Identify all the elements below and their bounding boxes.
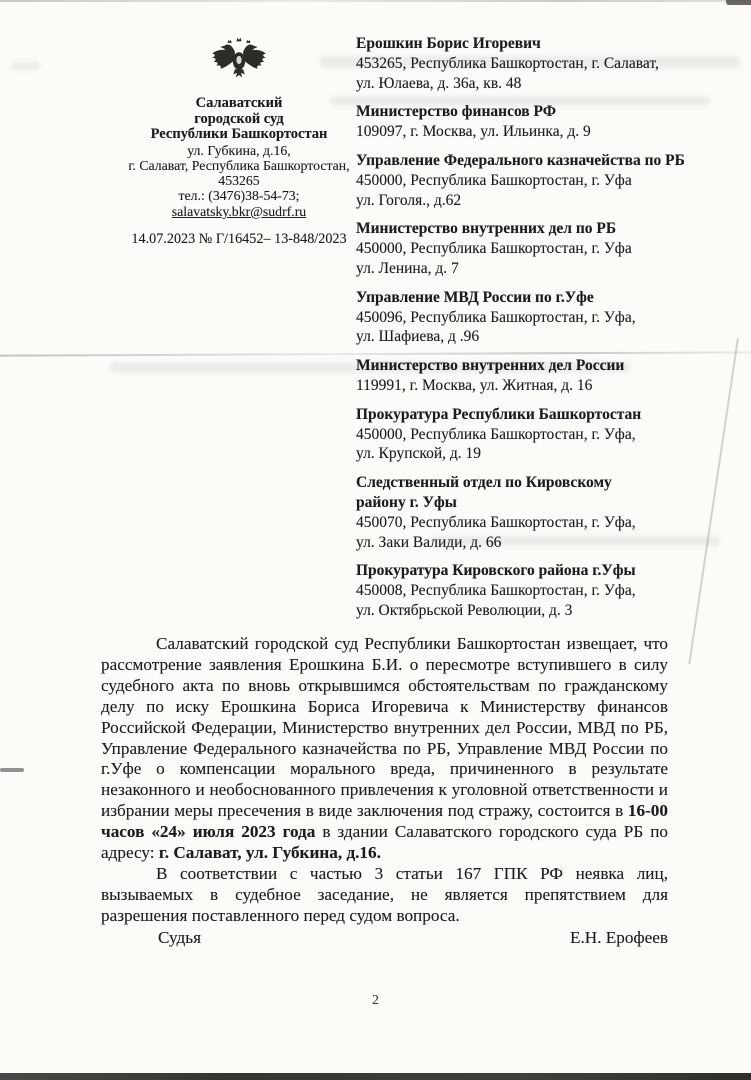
recipient-block: [356, 151, 750, 210]
scan-top-edge: [0, 0, 751, 2]
recipient-address-line: ул. Шафиева, д .96: [356, 328, 480, 346]
recipient-name: Министерство внутренних дел по РБ: [356, 220, 617, 238]
court-address-city: г. Салават, Республика Башкортостан,: [128, 157, 350, 173]
court-name-line: городской суд: [194, 110, 284, 127]
recipients-list: [356, 34, 750, 630]
court-address-postcode: 453265: [218, 173, 260, 189]
judge-name: Е.Н. Ерофеев: [570, 928, 668, 947]
court-name-line: Салаватский: [195, 95, 283, 111]
hearing-address: г. Салават, ул. Губкина, д.16.: [158, 843, 381, 863]
recipient-address-line: 450000, Республика Башкортостан, г. Уфа,: [356, 425, 636, 443]
recipient-address-line: ул. Юлаева, д. 36а, кв. 48: [356, 74, 522, 92]
recipient-address-line: ул. Октябрьской Революции, д. 3: [356, 601, 573, 619]
recipient-name: Министерство внутренних дел России: [356, 357, 625, 375]
page-number: 2: [372, 992, 379, 1007]
scan-bottom-edge: [0, 1073, 751, 1080]
scan-edge-mark: [0, 768, 24, 772]
recipient-address-line: ул. Гоголя., д.62: [356, 191, 462, 209]
body-text-segment: Салаватский городской суд Республики Башкортостан извещает, что рассмотрение заявления Ерошкина Б.И. о пересмотре вступившего в силу судебного акта по вновь открывшимся обстоятельствам по гражданскому делу по иску Ерошкина Бориса Игоревича к Министерству финансов Российской Федерации, Министерство внутренних дел России, МВД по РБ, Управление Федерального казначейства по РБ, Управление МВД России по г.Уфе о компенсации морального вреда, причиненного в результате незаконного и необоснованного привлечения к уголовной ответственности и избрании меры пресечения в виде заключения под стражу, состоится в: [101, 634, 668, 821]
recipient-block: [356, 34, 750, 93]
recipient-block: [356, 473, 750, 552]
court-email: salavatsky.bkr@sudrf.ru: [171, 203, 307, 219]
recipient-address-line: 119991, г. Москва, ул. Житная, д. 16: [356, 376, 593, 394]
body-text-segment: в здании Салаватского городского суда РБ по адресу:: [101, 822, 668, 863]
recipient-block: [356, 288, 750, 347]
recipient-address-line: 450070, Республика Башкортостан, г. Уфа,: [356, 513, 636, 531]
recipient-address-line: 453265, Республика Башкортостан, г. Салават,: [356, 54, 659, 72]
court-phone: тел.: (3476)38-54-73;: [178, 188, 300, 204]
recipient-name: району г. Уфы: [356, 493, 457, 511]
outgoing-reference-line: 14.07.2023 № Г/16452– 13-848/2023: [131, 230, 347, 247]
notice-paragraph-hearing: [101, 634, 668, 864]
recipient-address-line: ул. Заки Валиди, д. 66: [356, 533, 502, 551]
recipient-name: Управление Федерального казначейства по РБ: [356, 151, 685, 169]
court-name: [124, 96, 354, 143]
court-name-line: Республики Башкортостан: [150, 126, 328, 142]
recipient-block: [356, 356, 750, 396]
recipient-address-line: ул. Крупской, д. 19: [356, 445, 482, 463]
recipient-name: Прокуратура Кировского района г.Уфы: [356, 562, 636, 580]
recipient-name: Следственный отдел по Кировскому: [356, 474, 612, 492]
recipient-address-line: 450000, Республика Башкортостан, г. Уфа: [356, 171, 632, 189]
signature-row: [101, 928, 668, 948]
recipient-address-line: 450008, Республика Башкортостан, г. Уфа,: [356, 582, 636, 600]
bleedthrough-smudge: [10, 62, 40, 70]
recipient-address-line: 450000, Республика Башкортостан, г. Уфа: [356, 240, 632, 258]
recipient-address-line: 450096, Республика Башкортостан, г. Уфа,: [356, 308, 636, 326]
court-address: [124, 143, 354, 219]
recipient-block: [356, 405, 750, 464]
notice-paragraph-gpk: В соответствии с частью 3 статьи 167 ГПК РФ неявка лиц, вызываемых в судебное заседание, не является препятствием для разрешения поставленного перед судом вопроса.: [101, 863, 668, 925]
recipient-address-line: ул. Ленина, д. 7: [356, 259, 459, 277]
recipient-block: [356, 561, 750, 620]
russia-coat-of-arms-icon: [208, 36, 270, 86]
judge-title-label: Судья: [158, 928, 202, 947]
recipient-address-line: 109097, г. Москва, ул. Ильинка, д. 9: [356, 123, 591, 141]
notice-body: [101, 634, 668, 927]
scan-corner-mark: [726, 0, 751, 5]
recipient-name: Ерошкин Борис Игоревич: [356, 35, 541, 52]
recipient-block: [356, 102, 750, 142]
recipient-name: Прокуратура Республики Башкортостан: [356, 405, 642, 423]
court-address-street: ул. Губкина, д.16,: [187, 142, 291, 158]
recipient-name: Министерство финансов РФ: [356, 103, 557, 121]
recipient-block: [356, 219, 750, 278]
recipient-name: Управление МВД России по г.Уфе: [356, 288, 594, 306]
court-letterhead: [124, 36, 354, 248]
hearing-datetime: 16-00 часов «24» июля 2023 года: [101, 801, 668, 842]
